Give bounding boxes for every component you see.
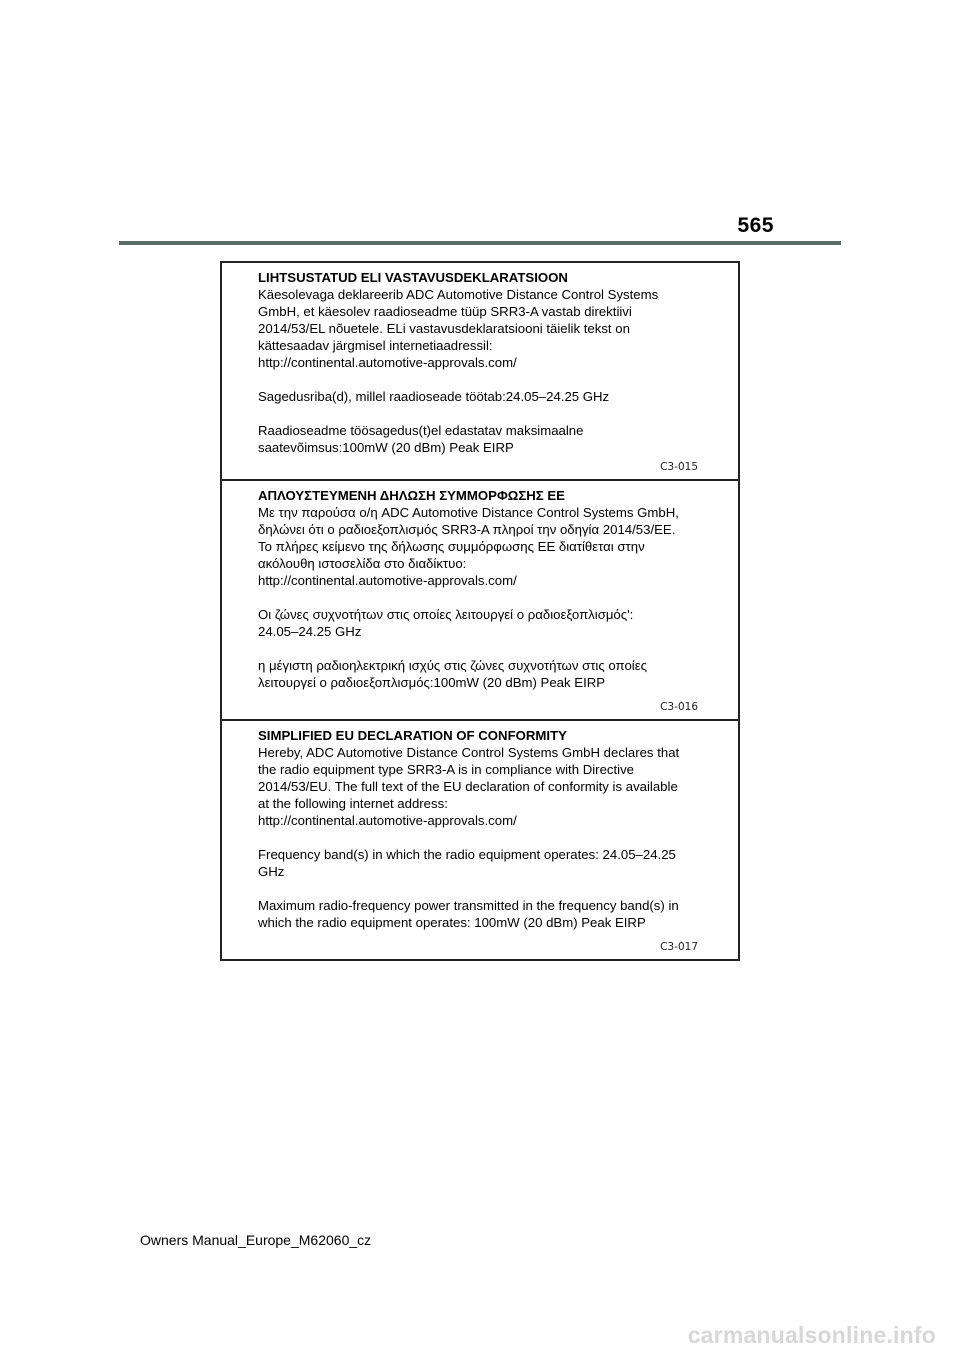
figure-code: C3-016 [660,701,698,713]
declaration-paragraph: Οι ζώνες συχνοτήτων στις οποίες λειτουργεί ο ραδιοεξοπλισμός': 24.05–24.25 GHz [258,607,634,639]
declaration-box [220,261,740,961]
declaration-estonian [222,263,738,481]
declaration-title: LIHTSUSTATUD ELI VASTAVUSDEKLARATSIOON [258,270,568,285]
declaration-paragraph: Maximum radio-frequency power transmitted in the frequency band(s) in which the radio equipment operates: 100mW (20 dBm) Peak EIRP [258,898,679,930]
declaration-paragraph: Raadioseadme töösagedus(t)el edastatav maksimaalne saatevõimsus:100mW (20 dBm) Peak EIRP [258,423,584,455]
figure-code: C3-017 [660,941,698,953]
declaration-paragraph: η μέγιστη ραδιοηλεκτρική ισχύς στις ζώνες συχνοτήτων στις οποίες λειτουργεί ο ραδιοεξοπλισμός:100mW (20 dBm) Peak EIRP [258,658,647,690]
declaration-english [222,721,738,959]
declaration-paragraph: Sagedusriba(d), millel raadioseade töötab:24.05–24.25 GHz [258,389,610,404]
declaration-greek [222,481,738,721]
declaration-paragraph: Frequency band(s) in which the radio equipment operates: 24.05–24.25 GHz [258,847,676,879]
header-rule [119,241,841,245]
declaration-paragraph: Με την παρούσα ο/η ADC Automotive Distance Control Systems GmbH, δηλώνει ότι ο ραδιοεξοπλισμός SRR3-A πληροί την οδηγία 2014/53/ΕΕ. Το πλήρες κείμενο της δήλωσης συμμόρφωσης ΕΕ διατίθεται στην ακόλουθη ιστοσελίδα στο διαδίκτυο: http://continental.automotive-approvals.com/ [258,505,679,588]
declaration-paragraph: Käesolevaga deklareerib ADC Automotive Distance Control Systems GmbH, et käesolev raadioseadme tüüp SRR3-A vastab direktiivi 2014/53/EL nõuetele. ELi vastavusdeklaratsiooni täielik tekst on kättesaadav järgmisel internetiaadressil: http://continental.automotive-approvals.com/ [258,287,659,370]
watermark: carmanualsonline.info [687,1322,936,1348]
footer-text: Owners Manual_Europe_M62060_cz [140,1232,372,1248]
declaration-paragraph: Hereby, ADC Automotive Distance Control Systems GmbH declares that the radio equipment type SRR3-A is in compliance with Directive 2014/53/EU. The full text of the EU declaration of conformity is available at the following internet address: http://continental.automotive-approvals.com/ [258,745,680,828]
declaration-title: SIMPLIFIED EU DECLARATION OF CONFORMITY [258,728,567,743]
page-number: 565 [737,214,774,237]
declaration-title: ΑΠΛΟΥΣΤΕΥΜΕΝΗ ΔΗΛΩΣΗ ΣΥΜΜΟΡΦΩΣΗΣ ΕΕ [258,488,565,503]
figure-code: C3-015 [660,461,698,473]
